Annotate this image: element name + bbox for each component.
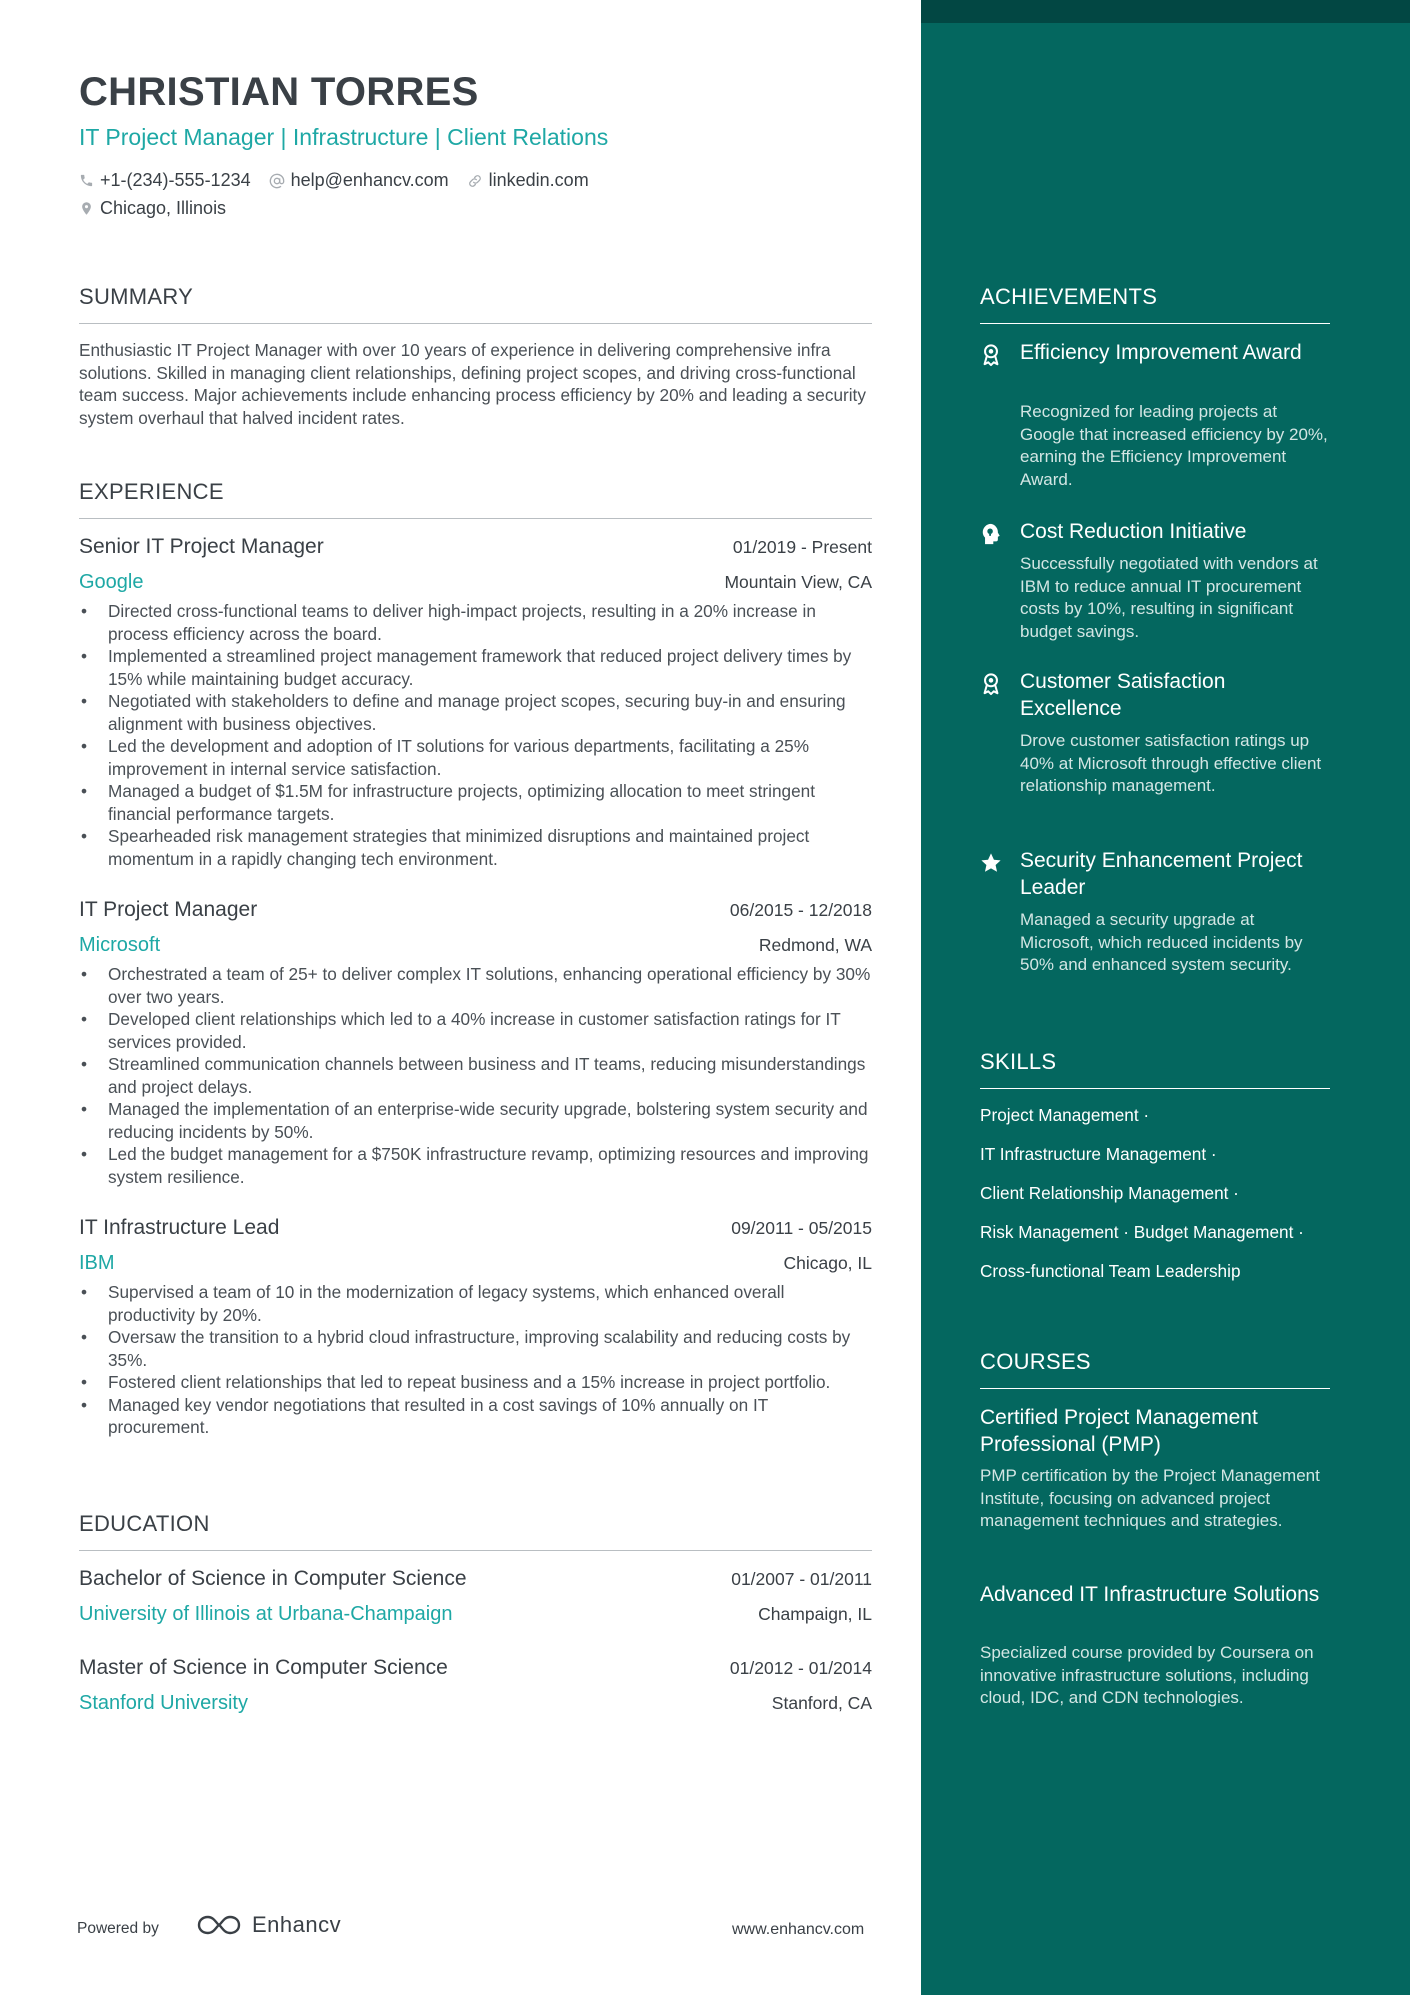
skill-line: IT Infrastructure Management · — [980, 1144, 1217, 1164]
at-icon — [269, 173, 285, 189]
course-desc: Specialized course provided by Coursera on innovative infrastructure solutions, including cloud, IDC, and CDN technologies. — [980, 1643, 1314, 1707]
edu-degree: Bachelor of Science in Computer Science — [79, 1567, 467, 1590]
star-icon — [980, 851, 1002, 875]
footer-powered-by: Powered by — [77, 1920, 159, 1937]
footer-brand-logo[interactable] — [196, 1912, 341, 1938]
job-bullet: • Supervised a team of 10 in the modernization of legacy systems, which enhanced overall productivity by 20%. — [79, 1281, 872, 1326]
contact-row-2 — [79, 198, 244, 219]
edu-date: 01/2007 - 01/2011 — [731, 1569, 872, 1589]
edu-location: Champaign, IL — [758, 1604, 872, 1624]
contact-linkedin[interactable] — [467, 170, 589, 191]
edu-location: Stanford, CA — [771, 1693, 872, 1713]
summary-text: Enthusiastic IT Project Manager with over 10 years of experience in delivering comprehensive infra solutions. Skilled in managing client relationships, defining project scopes, and driving cross-functional team success. Major achievements include enhancing process efficiency by 20% and leading a security system overhaul that halved incident rates. — [79, 340, 866, 428]
job-bullet: • Oversaw the transition to a hybrid cloud infrastructure, improving scalability and reducing costs by 35%. — [79, 1326, 872, 1371]
location-text: Chicago, Illinois — [100, 198, 227, 218]
summary-heading: SUMMARY — [79, 284, 872, 324]
achievement-desc: Drove customer satisfaction ratings up 40% at Microsoft through effective client relationship management. — [1020, 731, 1322, 795]
job-bullet: • Managed a budget of $1.5M for infrastructure projects, optimizing allocation to meet stringent financial performance targets. — [79, 780, 872, 825]
footer-url[interactable]: www.enhancv.com — [732, 1921, 865, 1938]
achievement-title: Customer Satisfaction Excellence — [1020, 670, 1226, 720]
job-title: IT Infrastructure Lead — [79, 1216, 280, 1239]
achievement-desc: Managed a security upgrade at Microsoft, which reduced incidents by 50% and enhanced system security. — [1020, 910, 1303, 974]
award-icon — [980, 672, 1002, 696]
course-title: Advanced IT Infrastructure Solutions — [980, 1583, 1320, 1606]
job-location: Chicago, IL — [783, 1253, 872, 1273]
course-desc: PMP certification by the Project Management Institute, focusing on advanced project management techniques and strategies. — [980, 1466, 1320, 1530]
course-title: Certified Project Management Professional (PMP) — [980, 1406, 1258, 1456]
achievement-desc: Successfully negotiated with vendors at IBM to reduce annual IT procurement costs by 10%, resulting in significant budget savings. — [1020, 554, 1318, 641]
courses-heading: COURSES — [980, 1349, 1330, 1389]
contact-location — [79, 198, 226, 219]
job-company: Google — [79, 571, 144, 593]
job-bullet: • Streamlined communication channels between business and IT teams, reducing misunderstandings and project delays. — [79, 1053, 872, 1098]
achievement-title: Cost Reduction Initiative — [1020, 520, 1247, 543]
lightbulb-head-icon — [980, 522, 1002, 546]
job-bullet: • Directed cross-functional teams to deliver high-impact projects, resulting in a 20% increase in process efficiency across the board. — [79, 600, 872, 645]
skill-line: Cross-functional Team Leadership — [980, 1261, 1241, 1281]
job-bullet: • Spearheaded risk management strategies that minimized disruptions and maintained project momentum in a rapidly changing tech environment. — [79, 825, 872, 870]
job-date: 09/2011 - 05/2015 — [731, 1218, 872, 1238]
job-title: IT Project Manager — [79, 898, 258, 921]
job-bullet: • Negotiated with stakeholders to define and manage project scopes, securing buy-in and ensuring alignment with business objectives. — [79, 690, 872, 735]
job-bullet: • Managed the implementation of an enterprise-wide security upgrade, bolstering system security and reducing incidents by 50%. — [79, 1098, 872, 1143]
location-pin-icon — [79, 200, 94, 217]
achievement-desc: Recognized for leading projects at Google that increased efficiency by 20%, earning the Efficiency Improvement Award. — [1020, 402, 1328, 489]
education-heading: EDUCATION — [79, 1511, 872, 1551]
skill-line: Risk Management · Budget Management · — [980, 1222, 1304, 1242]
job-bullets — [79, 963, 872, 1188]
edu-school: Stanford University — [79, 1692, 248, 1714]
award-icon — [980, 343, 1002, 367]
job-date: 06/2015 - 12/2018 — [729, 900, 872, 920]
job-location: Redmond, WA — [758, 935, 872, 955]
job-bullet: • Implemented a streamlined project management framework that reduced project delivery times by 15% while maintaining budget accuracy. — [79, 645, 872, 690]
enhancv-logo-icon — [196, 1913, 242, 1937]
job-bullet: • Fostered client relationships that led to repeat business and a 15% increase in project portfolio. — [79, 1371, 872, 1394]
achievements-heading: ACHIEVEMENTS — [980, 284, 1330, 324]
job-location: Mountain View, CA — [724, 572, 872, 592]
candidate-name: CHRISTIAN TORRES — [79, 70, 479, 114]
contact-phone[interactable] — [79, 170, 251, 191]
job-bullet: • Led the development and adoption of IT solutions for various departments, facilitating a 25% improvement in internal service satisfaction. — [79, 735, 872, 780]
footer-brand-name: Enhancv — [252, 1912, 342, 1937]
job-bullet: • Managed key vendor negotiations that resulted in a cost savings of 10% annually on IT procurement. — [79, 1394, 872, 1439]
job-bullets — [79, 600, 872, 870]
achievement-title: Security Enhancement Project Leader — [1020, 849, 1303, 899]
skill-line: Project Management · — [980, 1105, 1150, 1125]
experience-heading: EXPERIENCE — [79, 479, 872, 519]
contact-email[interactable] — [269, 170, 449, 191]
phone-text: +1-(234)-555-1234 — [100, 170, 251, 190]
candidate-tagline: IT Project Manager | Infrastructure | Client Relations — [79, 124, 609, 150]
linkedin-text: linkedin.com — [488, 170, 589, 190]
contact-row — [79, 170, 607, 191]
job-bullet: • Led the budget management for a $750K infrastructure revamp, optimizing resources and improving system resilience. — [79, 1143, 872, 1188]
job-title: Senior IT Project Manager — [79, 535, 324, 558]
skill-line: Client Relationship Management · — [980, 1183, 1239, 1203]
job-company: IBM — [79, 1252, 115, 1274]
email-text: help@enhancv.com — [290, 170, 449, 190]
edu-date: 01/2012 - 01/2014 — [729, 1658, 872, 1678]
job-date: 01/2019 - Present — [732, 537, 872, 557]
edu-degree: Master of Science in Computer Science — [79, 1656, 448, 1679]
link-icon — [467, 173, 483, 189]
job-bullet: • Developed client relationships which led to a 40% increase in customer satisfaction ratings for IT services provided. — [79, 1008, 872, 1053]
job-bullets — [79, 1281, 872, 1439]
sidebar-top-band — [921, 0, 1410, 23]
job-bullet: • Orchestrated a team of 25+ to deliver complex IT solutions, enhancing operational efficiency by 30% over two years. — [79, 963, 872, 1008]
skills-heading: SKILLS — [980, 1049, 1330, 1089]
achievement-title: Efficiency Improvement Award — [1020, 341, 1302, 364]
edu-school: University of Illinois at Urbana-Champaign — [79, 1603, 453, 1625]
job-company: Microsoft — [79, 934, 161, 956]
phone-icon — [79, 173, 94, 188]
